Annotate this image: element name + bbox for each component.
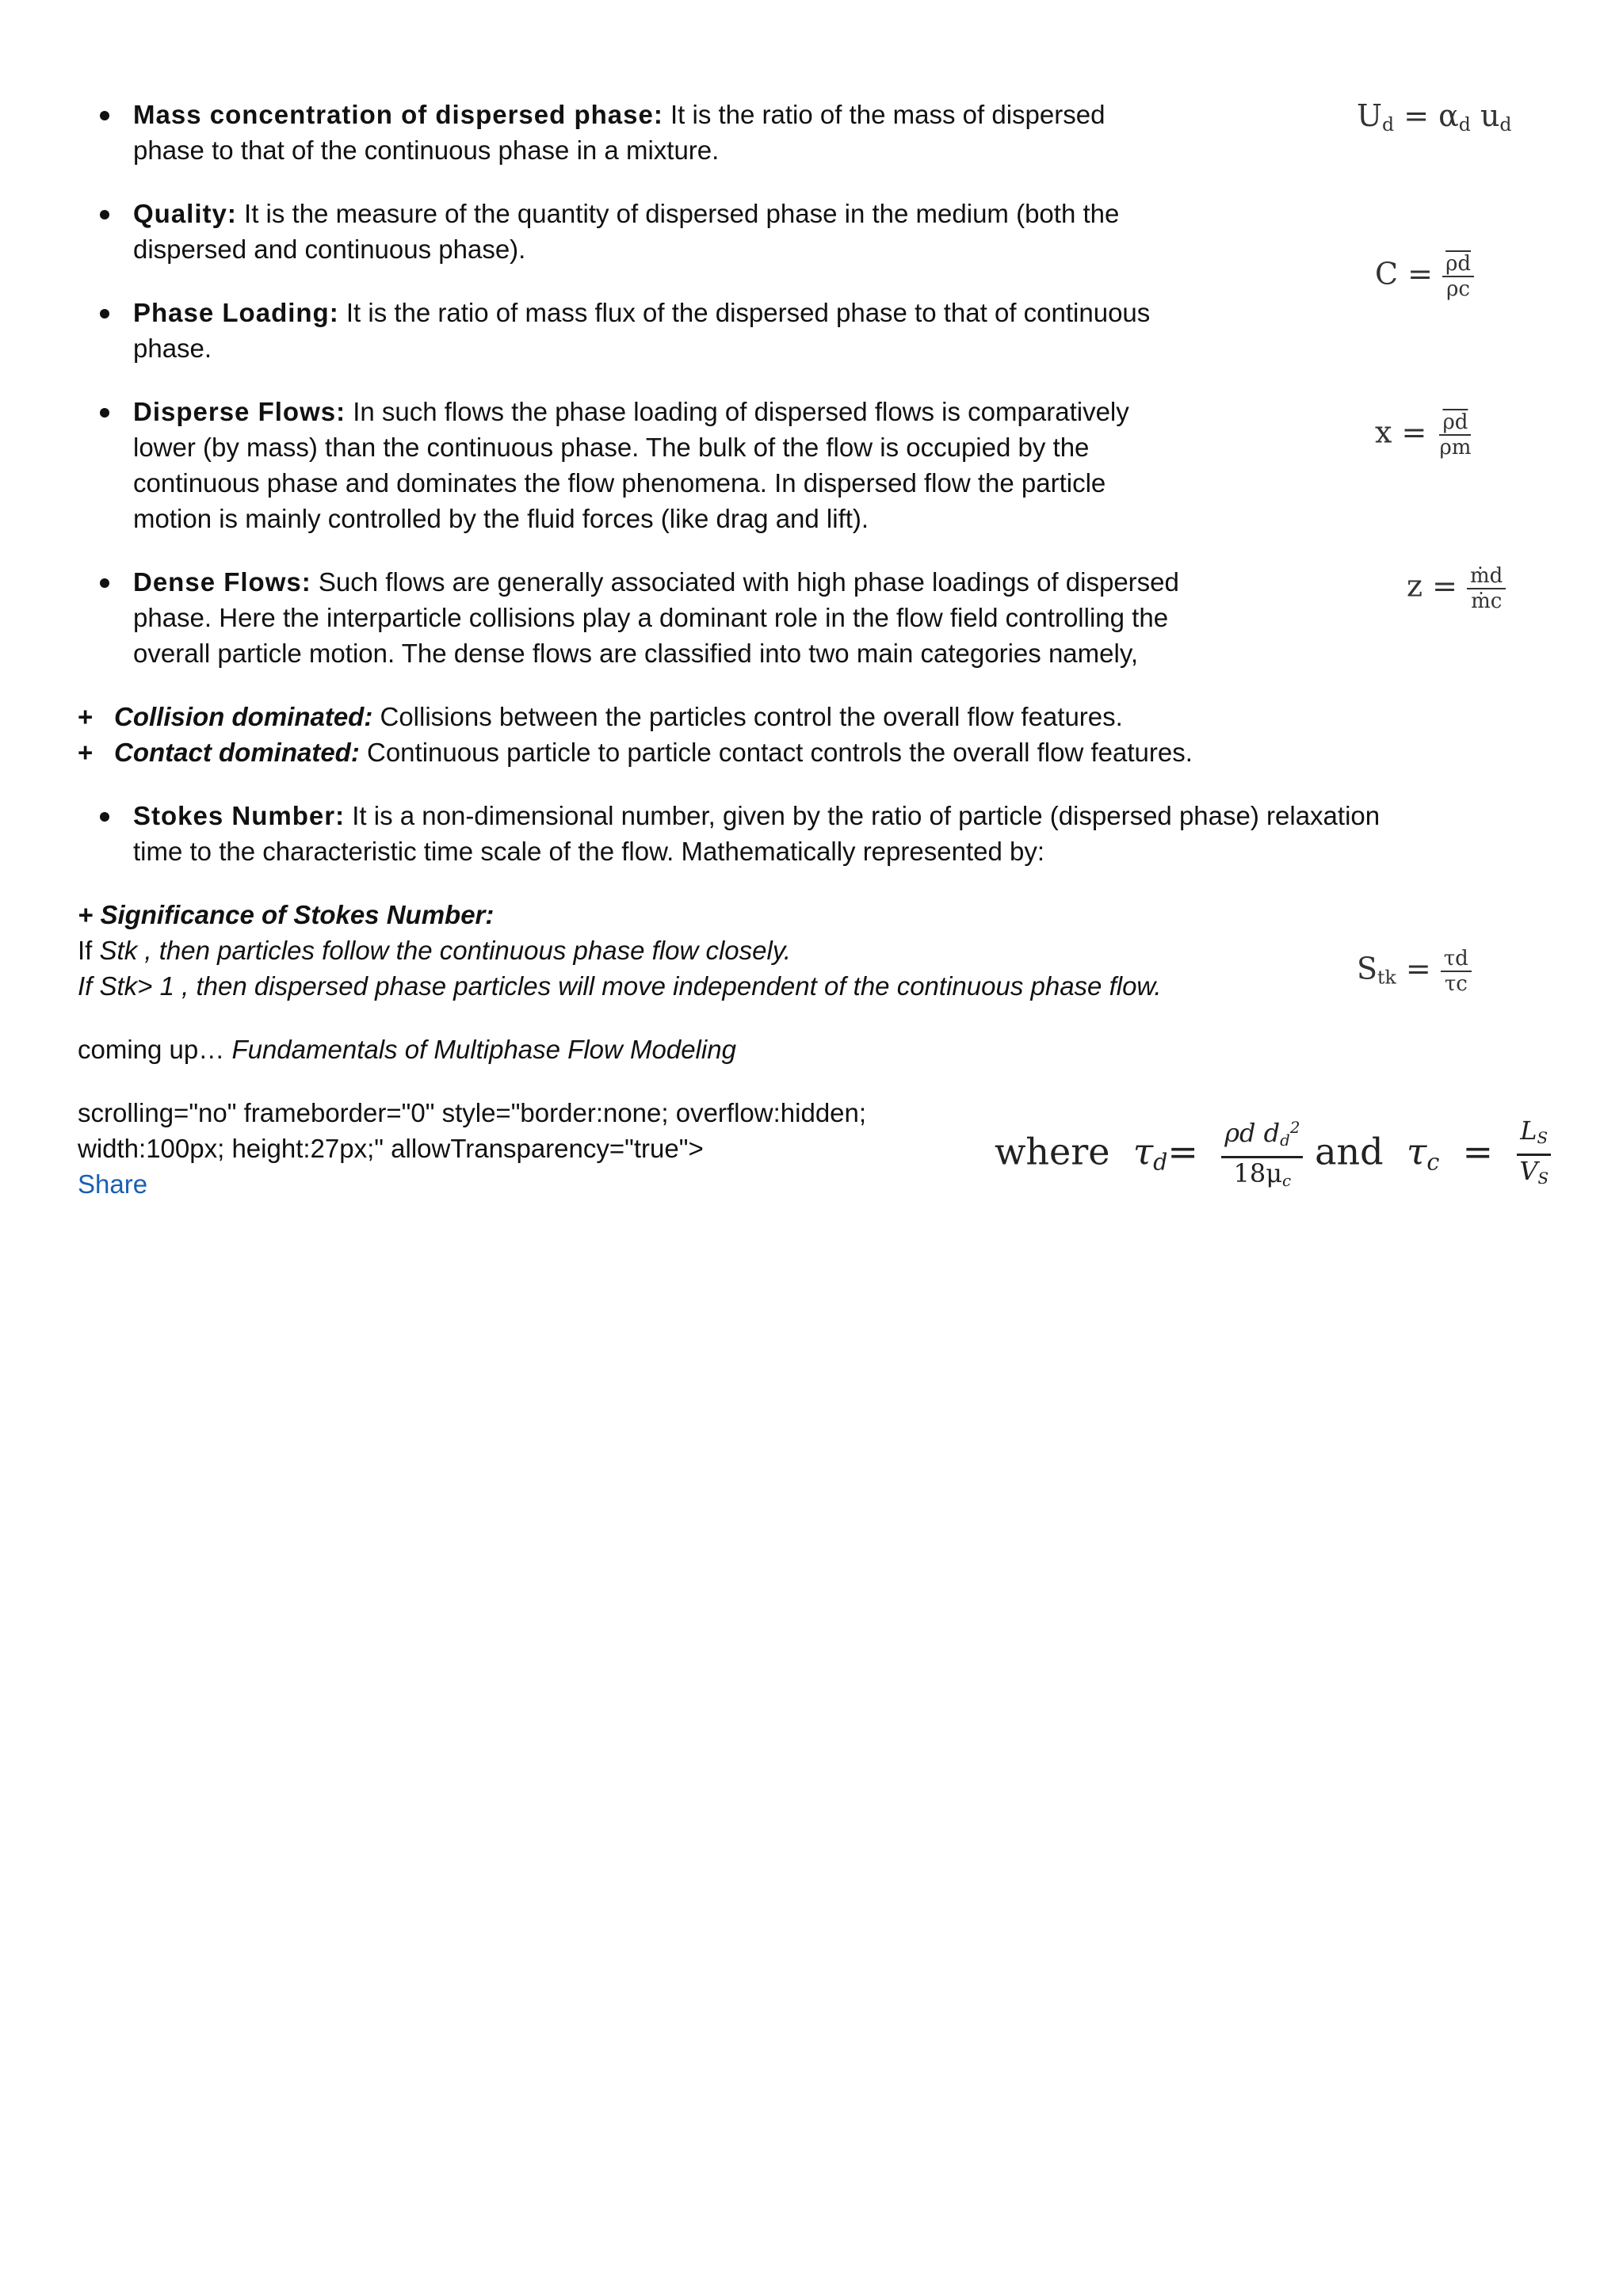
sub-item-label: Contact dominated: [114, 738, 360, 767]
bullet-dot [100, 210, 109, 219]
bullet-text: Quality: It is the measure of the quantity of dispersed phase in the medium (both the dispersed and continuous phase). [133, 199, 1120, 264]
share-link[interactable]: Share [78, 1169, 148, 1199]
formula-relaxation-times: where $\tau_d=$ $\frac{\rho d d_d^2}{18\mu_c}$ and $\tau_c$ = $\frac{L_S}{V_S}$ [995, 1113, 1552, 1196]
bullet-label: Quality: [133, 199, 237, 228]
bullet-dot [100, 309, 109, 318]
bullet-label: Dense Flows: [133, 567, 311, 597]
bullet-label: Stokes Number: [133, 801, 346, 830]
bullet-dot [100, 111, 109, 120]
bullet-text: Mass concentration of dispersed phase: It is the ratio of the mass of dispersed phase to that of the continuous phase in a mixture. [133, 100, 1106, 165]
formula-c: C = $\frac{\overline{\rho d}}{\rho c}$ [1375, 252, 1474, 301]
bullet-text: Phase Loading: It is the ratio of mass flux of the dispersed phase to that of continuous phase. [133, 298, 1151, 363]
bullet-label: Phase Loading: [133, 298, 339, 327]
code-line-1: scrolling="no" frameborder="0" style="border:none; overflow:hidden; [78, 1098, 867, 1127]
sub-item-collision: + Collision dominated: Collisions between the particles control the overall flow features. [78, 702, 1123, 731]
formula-z: z = $\frac{\text{ṁd}}{\text{ṁc}}$ [1407, 564, 1506, 613]
sub-item-contact: + Contact dominated: Continuous particle to particle contact controls the overall flow features. [78, 738, 1193, 767]
code-line-2: width:100px; height:27px;" allowTransparency="true"> [78, 1134, 704, 1163]
bullet-dot [100, 578, 109, 588]
coming-up-title: Fundamentals of Multiphase Flow Modeling [231, 1035, 736, 1064]
sub-item-label: Collision dominated: [114, 702, 373, 731]
formula-ud: $U_d = \alpha_d$ $u_d$ [1357, 98, 1512, 135]
bullet-label: Mass concentration of dispersed phase: [133, 100, 663, 129]
bullet-dot [100, 408, 109, 418]
significance-line-2: If Stk> 1 , then dispersed phase particles will move independent of the continuous phase flow. [78, 971, 1162, 1001]
significance-heading: + Significance of Stokes Number: [78, 900, 495, 929]
coming-up: coming up… Fundamentals of Multiphase Flow Modeling [78, 1035, 736, 1064]
bullet-text: Dense Flows: Such flows are generally associated with high phase loadings of dispersed phase. Here the interparticle collisions play a dominant role in the flow field controlling the overall particle motion. The dense flows are classified into two main categories namely, [133, 567, 1179, 668]
significance-line-1: If Stk , then particles follow the continuous phase flow closely. [78, 936, 792, 965]
bullet-text: Disperse Flows: In such flows the phase loading of dispersed flows is comparatively lower (by mass) than the continuous phase. The bulk of the flow is occupied by the continuous phase and dominates the flow phenomena. In dispersed flow the particle motion is mainly controlled by the fluid forces (like drag and lift). [133, 397, 1129, 533]
bullet-dot [100, 812, 109, 822]
formula-x: x = $\frac{\overline{\rho d}}{\rho m}$ [1375, 410, 1472, 460]
bullet-label: Disperse Flows: [133, 397, 346, 426]
bullet-text: Stokes Number: It is a non-dimensional number, given by the ratio of particle (dispersed phase) relaxation time to the characteristic time scale of the flow. Mathematically represented by: [133, 801, 1381, 866]
formula-stk: $S_{tk}$ = $\frac{\tau d}{\tau c}$ [1357, 947, 1472, 996]
